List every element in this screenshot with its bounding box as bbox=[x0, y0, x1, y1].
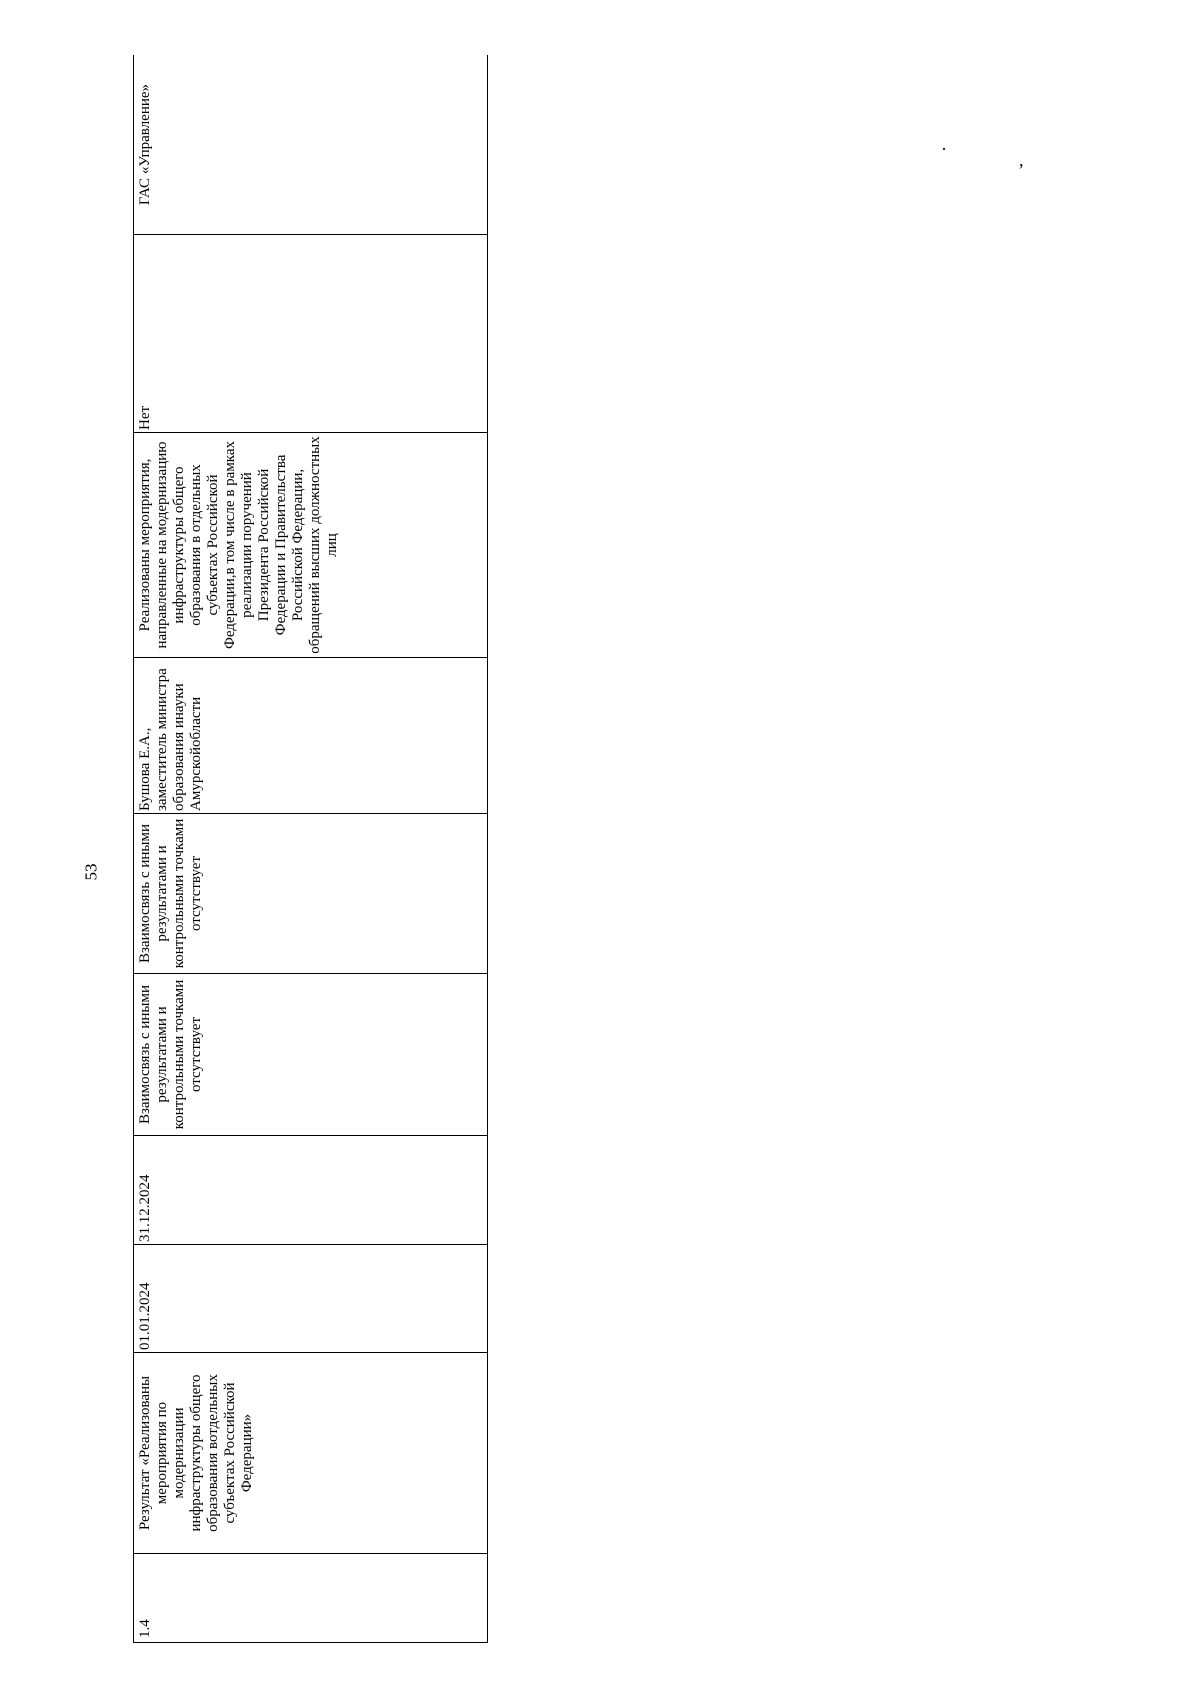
stray-mark: , bbox=[1019, 150, 1024, 170]
description-text: Реализованы мероприятия, направленные на модернизацию инфраструктуры общего образования в отдельных субъектах Российской Федерации,в том числе в рамках реализации поручений Президента Российской Федерации и Правительства Российской Федерации, обращений высших должностных лиц bbox=[137, 436, 340, 654]
stray-dot: · bbox=[941, 139, 947, 159]
system-cell bbox=[134, 55, 488, 235]
document-table-container bbox=[133, 55, 488, 1643]
description-cell bbox=[134, 433, 488, 658]
control-points-table bbox=[133, 55, 488, 1643]
rotated-table bbox=[133, 55, 488, 1643]
result-cell: Результат «Реализованы мероприятия по модернизации инфраструктуры общего образования вотдельных субъектах Российской Федерации» bbox=[134, 1353, 488, 1554]
table-row bbox=[134, 55, 488, 1643]
row-number-cell: 1.4 bbox=[134, 1554, 488, 1643]
flag-cell: Нет bbox=[134, 235, 488, 433]
end-date-cell: 31.12.2024 bbox=[134, 1136, 488, 1245]
relation-cell-2: Взаимосвязь с иными результатами и контрольными точками отсутствует bbox=[134, 814, 488, 974]
system-text: ГАС «Управление» bbox=[137, 83, 153, 206]
start-date-cell: 01.01.2024 bbox=[134, 1245, 488, 1353]
page-number: 53 bbox=[81, 863, 101, 881]
responsible-cell: Бушова Е.А., заместитель министра образования инауки Амурскойобласти bbox=[134, 658, 488, 814]
relation-cell-1: Взаимосвязь с иными результатами и контрольными точками отсутствует bbox=[134, 974, 488, 1136]
